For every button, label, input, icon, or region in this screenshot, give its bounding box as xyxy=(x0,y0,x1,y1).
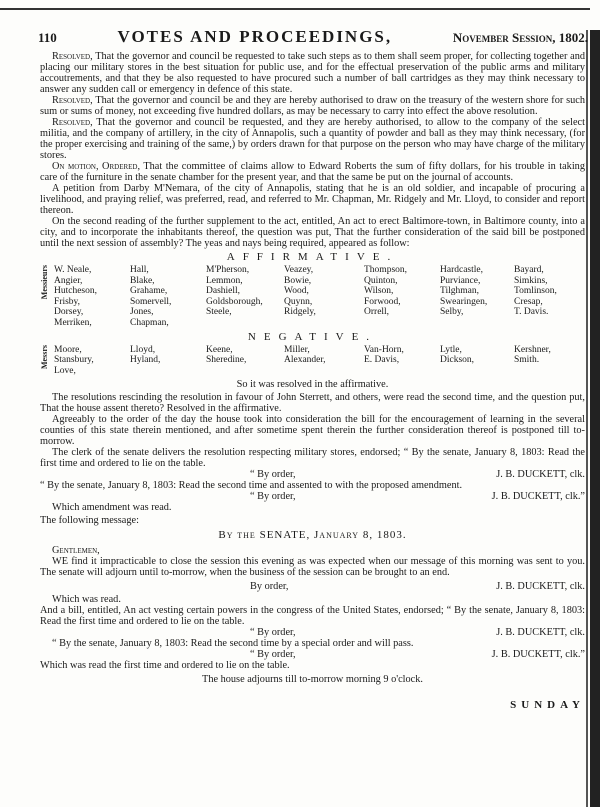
paragraph-text: That the governor and council be and they are hereby authorised to draw on the treasury of the western shore for such sum or sums of money, not exceeding five hundred dollars, as may be necessary to carry into effect the above resolution. xyxy=(40,95,585,117)
member-name: Lemmon, xyxy=(206,275,243,286)
member-name: Quinton, xyxy=(364,275,398,286)
member-name: Grahame, xyxy=(130,286,168,297)
member-name: Bowie, xyxy=(284,275,312,286)
signature-row xyxy=(40,649,585,660)
member-name: Selby, xyxy=(440,307,464,318)
clerk-signature: J. B. DUCKETT, clk.” xyxy=(491,649,585,661)
member-name: Alexander, xyxy=(284,355,326,366)
clerk-signature: J. B. DUCKETT, clk.” xyxy=(491,491,585,503)
member-name: Forwood, xyxy=(364,296,401,307)
member-name: Keene, xyxy=(206,344,233,355)
member-name: Goldsborough, xyxy=(206,296,263,307)
paragraph: Which amendment was read. xyxy=(52,502,172,514)
message-body: WE find it impracticable to close the session this evening as was expected when our message of this morning was sent to you. The senate will adjourn until to-morrow, when the business of the session can be brought to an end. xyxy=(40,556,585,579)
by-order: “ By order, xyxy=(250,491,296,503)
member-name: Wilson, xyxy=(364,286,394,297)
member-name: Simkins, xyxy=(514,275,548,286)
paragraph xyxy=(40,95,585,117)
member-name: Dashiell, xyxy=(206,286,241,297)
signature-row xyxy=(40,627,585,638)
running-header xyxy=(38,27,588,47)
by-order: “ By order, xyxy=(250,649,296,661)
member-name: Lloyd, xyxy=(130,344,156,355)
member-name: Cresap, xyxy=(514,296,543,307)
clerk-signature: J. B. DUCKETT, clk. xyxy=(496,469,585,481)
paragraph xyxy=(40,117,585,161)
page-title: VOTES AND PROCEEDINGS, xyxy=(117,27,393,46)
member-name xyxy=(206,318,284,329)
bill-paragraph: And a bill, entitled, An act vesting certain powers in the congress of the United States, endorsed; “ By the senate, January 8, 1803: Read the first time and ordered to lie on the table. xyxy=(40,605,585,628)
following-message: The following message: xyxy=(40,515,139,527)
member-name: Blake, xyxy=(130,275,155,286)
member-name: Stansbury, xyxy=(54,355,94,366)
member-name: W. Neale, xyxy=(54,265,92,275)
member-name xyxy=(514,318,580,329)
signature-row xyxy=(40,491,585,502)
member-name: Bayard, xyxy=(514,265,544,275)
by-order: “ By order, xyxy=(250,469,296,481)
negative-label: Messrs xyxy=(40,344,49,369)
paragraph-text: That the committee of claims allow to Edward Roberts the sum of fifty dollars, for his trouble in taking care of the furniture in the senate chamber for the present year, and that the same be put on the journal of accounts. xyxy=(40,161,585,183)
paragraph xyxy=(40,216,585,249)
paragraph-text: On the second reading of the further supplement to the act, entitled, An act to erect Baltimore-town, in Baltimore county, into a city, and to incorporate the inhabitants thereof, the question was put, That the further consideration of the said bill be postponed until the next session of assembly? The yeas and nays being required, appeared as follow: xyxy=(40,216,585,249)
paragraph-lead: Resolved, xyxy=(52,51,93,62)
member-name: Steele, xyxy=(206,307,232,318)
member-name: Van-Horn, xyxy=(364,344,404,355)
clerk-signature: J. B. DUCKETT, clk. xyxy=(496,581,585,593)
member-name: Lytle, xyxy=(440,344,462,355)
session-title: November Session, 1802. xyxy=(452,30,588,45)
member-name: Sheredine, xyxy=(206,355,247,366)
paragraph-lead: Resolved, xyxy=(52,117,93,128)
member-name: Veazey, xyxy=(284,265,314,275)
member-name xyxy=(130,366,206,377)
member-name xyxy=(284,318,364,329)
member-name: Hyland, xyxy=(130,355,161,366)
member-name: Dickson, xyxy=(440,355,475,366)
affirmative-votes xyxy=(40,265,585,329)
paragraph: Which was read. xyxy=(52,594,121,606)
affirmative-names xyxy=(54,265,585,329)
member-name: Hardcastle, xyxy=(440,265,483,275)
paragraph-lead: Resolved, xyxy=(52,95,93,106)
senate-endorsement: “ By the senate, January 8, 1803: Read the second time and assented to with the proposed amendment. xyxy=(40,480,463,492)
member-name xyxy=(364,318,440,329)
member-name xyxy=(364,366,440,377)
member-name: Merriken, xyxy=(54,317,92,328)
paragraph-lead: On motion, Ordered, xyxy=(52,161,141,172)
member-name: Tilghman, xyxy=(440,286,479,297)
member-name: Kershner, xyxy=(514,344,551,355)
member-name xyxy=(284,366,364,377)
member-name: Frisby, xyxy=(54,296,81,307)
paragraph: Agreeably to the order of the day the house took into consideration the bill for the encouragement of learning in the several counties of this state therein mentioned, and after sometime spent therein the further consideration thereof is postponed till to-morrow. xyxy=(40,414,585,448)
member-name: Swearingen, xyxy=(440,296,488,307)
senate-endorsement: “ By the senate, January 8, 1803: Read the second time by a special order and will pass. xyxy=(52,638,414,650)
member-name: Moore, xyxy=(54,344,82,355)
member-name xyxy=(514,366,580,377)
by-order: “ By order, xyxy=(250,627,296,639)
affirmative-title: AFFIRMATIVE. xyxy=(226,251,399,263)
adjournment: The house adjourns till to-morrow morning 9 o'clock. xyxy=(202,674,423,686)
member-name xyxy=(206,366,284,377)
member-name: Dorsey, xyxy=(54,307,84,318)
paragraph: The resolutions rescinding the resolution in favour of John Sterrett, and others, were read the second time, and the question put, That the house assent thereto? Resolved in the affirmative. xyxy=(40,392,585,415)
page-number: 110 xyxy=(38,30,57,45)
member-name: Ridgely, xyxy=(284,307,316,318)
member-name: Hall, xyxy=(130,265,149,275)
clerk-signature: J. B. DUCKETT, clk. xyxy=(496,627,585,639)
member-name xyxy=(440,366,514,377)
member-name: Smith. xyxy=(514,355,540,366)
salutation: Gentlemen, xyxy=(52,545,100,557)
negative-names xyxy=(54,345,585,377)
scan-edge xyxy=(590,30,600,807)
paragraph-text: A petition from Darby M'Nemara, of the city of Annapolis, stating that he is an old soldier, and incapable of procuring a livelihood, and praying relief, was preferred, read, and referred to Mr. Chapman, Mr. Ridgely and Mr. Lloyd, to consider and report thereon. xyxy=(40,183,585,216)
paragraph xyxy=(40,51,585,95)
negative-title: NEGATIVE. xyxy=(247,330,378,343)
member-name: Thompson, xyxy=(364,265,408,275)
member-name: Chapman, xyxy=(130,317,169,328)
vote-result: So it was resolved in the affirmative. xyxy=(236,379,389,391)
paragraph: The clerk of the senate delivers the resolution respecting military stores, endorsed; “ By the senate, January 8, 1803: Read the first time and ordered to lie on the table. xyxy=(40,447,585,470)
signature-row xyxy=(40,581,585,592)
by-order: By order, xyxy=(250,581,289,593)
negative-votes xyxy=(40,345,585,377)
scan-edge-line xyxy=(586,30,588,807)
affirmative-label: Messieurs xyxy=(40,265,49,300)
member-name: E. Davis, xyxy=(364,355,400,366)
member-name: Love, xyxy=(54,365,76,376)
paragraph-text: That the governor and council be requested to take such steps as to them shall seem proper, for collecting together and placing our military stores in the best situation for public use, and for the effectual preservation of the public arms and military accoutrements, and that they be also requested to have procured such a number of ball cartridges as they may think necessary to answer any sudden call or emergency in defence of this state. xyxy=(40,51,585,95)
senate-message xyxy=(40,515,585,685)
member-name: Jones, xyxy=(130,307,154,318)
member-name: Somervell, xyxy=(130,296,172,307)
signature-row xyxy=(40,469,585,480)
member-name: Wood, xyxy=(284,286,309,297)
member-name: Miller, xyxy=(284,344,310,355)
paragraph xyxy=(40,183,585,216)
member-name: Quynn, xyxy=(284,296,313,307)
member-name xyxy=(440,318,514,329)
paragraph: Which was read the first time and ordered to lie on the table. xyxy=(40,660,290,672)
message-heading: By the SENATE, January 8, 1803. xyxy=(218,529,407,542)
proceedings-middle xyxy=(40,392,585,513)
member-name: T. Davis. xyxy=(514,307,549,318)
paragraph xyxy=(40,161,585,183)
member-name: Orrell, xyxy=(364,307,390,318)
member-name: M'Pherson, xyxy=(206,265,250,275)
paragraph-text: That the governor and council be requested, and they are hereby authorised, to allow to the company of the select militia, and the company of artillery, in the city of Annapolis, such a quantity of powder and ball as they may think necessary, (for the proper exercising and training of the same,) by orders drawn for that purpose on the person who may have charge of the military stores. xyxy=(40,117,585,161)
resolutions xyxy=(40,51,585,249)
member-name: Hutcheson, xyxy=(54,286,98,297)
member-name: Tomlinson, xyxy=(514,286,557,297)
catchword: SUNDAY xyxy=(510,699,585,712)
member-name: Purviance, xyxy=(440,275,481,286)
member-name: Angier, xyxy=(54,275,83,286)
